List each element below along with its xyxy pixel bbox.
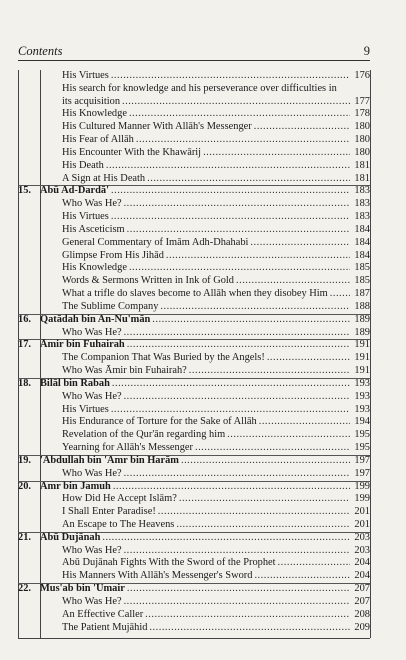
page-number: 207: [354, 583, 370, 595]
toc-entry-line: [62, 288, 370, 301]
chapter-number: 15.: [18, 185, 31, 197]
entry-title: The Patient Mujāhid: [62, 621, 148, 633]
dot-leader: [189, 365, 350, 378]
toc-entry-line: [62, 416, 370, 429]
entry-title: His Asceticism: [62, 223, 125, 235]
toc-entry-line: [62, 327, 370, 340]
toc-entry-line: [62, 250, 370, 263]
dot-leader: [166, 250, 350, 263]
chapter-number: 21.: [18, 531, 31, 543]
page-number: 178: [354, 108, 370, 120]
dot-leader: [176, 519, 350, 532]
dot-leader: [179, 493, 350, 506]
header-rule: [18, 60, 370, 61]
toc-entry-line: [62, 237, 370, 250]
toc-entry-row: [18, 622, 370, 635]
dot-leader: [149, 622, 350, 635]
dot-leader: [195, 442, 350, 455]
entry-title: His Fear of Allāh: [62, 134, 134, 146]
dot-leader: [129, 262, 350, 275]
toc-entry-line: [40, 583, 370, 596]
toc-entry-row: [18, 352, 370, 365]
toc-entry-line: [62, 404, 370, 417]
toc-entry-row: [18, 108, 370, 121]
toc-entry-row: [18, 160, 370, 173]
page-number: 203: [354, 544, 370, 556]
dot-leader: [112, 378, 350, 391]
page-number: 189: [354, 326, 370, 338]
toc-entry-line: [62, 198, 370, 211]
toc-entry-line: [62, 173, 370, 186]
toc-chapter-row: [18, 532, 370, 545]
dot-leader: [147, 173, 350, 186]
dot-leader: [111, 404, 350, 417]
chapter-title: Bilāl bin Rabah: [40, 377, 110, 389]
toc-entry-line: [62, 352, 370, 365]
toc-entry-line: [40, 455, 370, 468]
page-number: 184: [354, 236, 370, 248]
entry-title: His Endurance of Torture for the Sake of Allāh: [62, 416, 257, 428]
toc-entry-line: [62, 211, 370, 224]
toc-entry-line: [62, 365, 370, 378]
entry-title: His Knowledge: [62, 262, 127, 274]
page-number: 203: [354, 531, 370, 543]
entry-title: What a trifle do slaves become to Allāh when they disobey Him: [62, 288, 328, 300]
toc-entry-line: [62, 147, 370, 160]
toc-entry-line: [62, 121, 370, 134]
entry-title: Who Was He?: [62, 198, 122, 210]
dot-leader: [259, 416, 350, 429]
toc-entry-row: [18, 365, 370, 378]
page-number: 189: [354, 313, 370, 325]
toc-entry-line: [62, 160, 370, 173]
toc-entry-line: [62, 442, 370, 455]
dot-leader: [111, 185, 350, 198]
toc-entry-row: [18, 134, 370, 147]
toc-entry-line: [62, 506, 370, 519]
toc-entry-row: [18, 301, 370, 314]
page-number: 183: [354, 198, 370, 210]
page-number: 204: [354, 557, 370, 569]
toc-entry-row: [18, 198, 370, 211]
entry-title: His Death: [62, 159, 104, 171]
toc-chapter-row: [18, 583, 370, 596]
page-header: [18, 44, 370, 59]
toc-entry-line: [62, 468, 370, 481]
entry-title: Abū Dujānah Fights With the Sword of the Prophet: [62, 557, 276, 569]
dot-leader: [181, 455, 350, 468]
dot-leader: [160, 301, 350, 314]
toc-entry-row: [18, 121, 370, 134]
page-number: 181: [354, 159, 370, 171]
toc-entry-line: [62, 301, 370, 314]
dot-leader: [111, 211, 350, 224]
toc-entry-row: [18, 506, 370, 519]
header-title: Contents: [18, 44, 63, 58]
page-number: 199: [354, 480, 370, 492]
page-number: 195: [354, 429, 370, 441]
toc-entry-row: [18, 147, 370, 160]
chapter-title: Abū Dujānah: [40, 531, 101, 543]
chapter-title: Mus'ab bin 'Umair: [40, 583, 125, 595]
chapter-title: Abū Ad-Dardā': [40, 185, 109, 197]
dot-leader: [152, 314, 350, 327]
toc-entry-line: [62, 83, 370, 96]
toc-frame-bottom: [18, 638, 370, 639]
page-number: 208: [354, 608, 370, 620]
toc-entry-row: [18, 442, 370, 455]
page-number: 176: [354, 70, 370, 81]
toc-entry-row: [18, 211, 370, 224]
entry-title: Who Was He?: [62, 595, 122, 607]
chapter-title: Āmir bin Fuhairah: [40, 339, 125, 351]
page-number: 197: [354, 467, 370, 479]
toc-entry-line: [62, 224, 370, 237]
entry-title: Who Was He?: [62, 326, 122, 338]
toc-entry-line: [62, 519, 370, 532]
page-number: 204: [354, 570, 370, 582]
toc-chapter-row: [18, 378, 370, 391]
page-number: 191: [354, 365, 370, 377]
toc-entry-row: [18, 288, 370, 301]
entry-title: His search for knowledge and his perseverance over difficulties in: [62, 82, 337, 94]
dot-leader: [124, 545, 350, 558]
toc-entry-line: [62, 622, 370, 635]
dot-leader: [102, 532, 350, 545]
dot-leader: [124, 327, 350, 340]
page-number: 187: [354, 288, 370, 300]
toc-entry-row: [18, 596, 370, 609]
dot-leader: [124, 468, 350, 481]
page-number: 207: [354, 595, 370, 607]
page-number: 209: [354, 621, 370, 633]
toc-entry-row: [18, 391, 370, 404]
page-number: 191: [354, 339, 370, 351]
entry-title: The Sublime Company: [62, 300, 159, 312]
entry-title: its acquisition: [62, 95, 121, 107]
header-page-number: 9: [363, 44, 370, 58]
dot-leader: [158, 506, 350, 519]
page-number: 185: [354, 262, 370, 274]
toc-entry-row: [18, 609, 370, 622]
page-number: 185: [354, 275, 370, 287]
toc-entry-line: [40, 481, 370, 494]
page-number: 180: [354, 134, 370, 146]
toc-entry-row: [18, 96, 370, 109]
dot-leader: [124, 198, 350, 211]
dot-leader: [203, 147, 350, 160]
dot-leader: [254, 570, 350, 583]
entry-title: His Encounter With the Khawārij: [62, 146, 202, 158]
toc-frame-right: [370, 70, 371, 638]
dot-leader: [267, 352, 350, 365]
entry-title: Yearning for Allāh's Messenger: [62, 442, 193, 454]
toc-entry-row: [18, 429, 370, 442]
dot-leader: [127, 339, 350, 352]
entry-title: His Manners With Allāh's Messenger's Sword: [62, 570, 253, 582]
page-number: 180: [354, 146, 370, 158]
toc-entry-line: [62, 70, 370, 83]
toc-entry-line: [62, 609, 370, 622]
page-number: 193: [354, 377, 370, 389]
entry-title: An Escape to The Heavens: [62, 518, 175, 530]
entry-title: Revelation of the Qur'ān regarding him: [62, 429, 226, 441]
page-number: 183: [354, 185, 370, 197]
entry-title: His Virtues: [62, 403, 109, 415]
toc-entry-row: [18, 224, 370, 237]
toc-entry-line: [62, 557, 370, 570]
toc-entry-row: [18, 545, 370, 558]
dot-leader: [145, 609, 350, 622]
dot-leader: [122, 96, 350, 109]
toc-entry-row: [18, 250, 370, 263]
entry-title: Who Was Āmir bin Fuhairah?: [62, 365, 187, 377]
toc-entry-row: [18, 493, 370, 506]
dot-leader: [250, 237, 350, 250]
chapter-number: 17.: [18, 339, 31, 351]
dot-leader: [124, 596, 350, 609]
dot-leader: [127, 224, 350, 237]
toc-entry-row: [18, 557, 370, 570]
dot-leader: [129, 108, 350, 121]
toc-entry-line: [40, 378, 370, 391]
toc-entry-row: [18, 262, 370, 275]
chapter-title: Amr bin Jamuh: [40, 480, 111, 492]
toc-entry-line: [62, 429, 370, 442]
entry-title: Glimpse From His Jihād: [62, 249, 164, 261]
toc-entry-row: [18, 468, 370, 481]
entry-title: I Shall Enter Paradise!: [62, 506, 156, 518]
toc-entry-line: [62, 96, 370, 109]
toc-entry-row: [18, 70, 370, 83]
entry-title: Who Was He?: [62, 467, 122, 479]
page-number: 188: [354, 300, 370, 312]
toc-entry-line: [62, 108, 370, 121]
chapter-number: 22.: [18, 583, 31, 595]
toc-entry-line: [40, 339, 370, 352]
toc-entry-line: [62, 493, 370, 506]
chapter-number: 16.: [18, 313, 31, 325]
toc-entry-line: [62, 275, 370, 288]
toc-entry-line: [40, 532, 370, 545]
entry-title: A Sign at His Death: [62, 172, 146, 184]
toc-entry-row: [18, 519, 370, 532]
dot-leader: [227, 429, 350, 442]
entry-title: How Did He Accept Islām?: [62, 493, 177, 505]
dot-leader: [136, 134, 350, 147]
page-number: 201: [354, 518, 370, 530]
page-number: 193: [354, 390, 370, 402]
entry-title: An Effective Caller: [62, 608, 144, 620]
toc-entry-row: [18, 237, 370, 250]
table-of-contents: [18, 70, 370, 634]
page-number: 183: [354, 211, 370, 223]
entry-title: The Companion That Was Buried by the Angels!: [62, 352, 265, 364]
dot-leader: [278, 557, 350, 570]
page-number: 197: [354, 454, 370, 466]
toc-entry-line: [62, 391, 370, 404]
toc-entry-line: [40, 314, 370, 327]
toc-entry-line: [62, 262, 370, 275]
entry-title: Who Was He?: [62, 390, 122, 402]
toc-entry-row: [18, 327, 370, 340]
toc-entry-row: [18, 275, 370, 288]
chapter-number: 18.: [18, 377, 31, 389]
chapter-title: Qatādah bin An-Nu'mān: [40, 313, 151, 325]
toc-chapter-row: [18, 339, 370, 352]
dot-leader: [111, 70, 350, 83]
toc-entry-row: [18, 570, 370, 583]
entry-title: Words & Sermons Written in Ink of Gold: [62, 275, 235, 287]
dot-leader: [330, 288, 350, 301]
dot-leader: [254, 121, 350, 134]
chapter-number: 20.: [18, 480, 31, 492]
toc-entry-line: [62, 134, 370, 147]
toc-entry-row: [18, 83, 370, 96]
toc-entry-row: [18, 173, 370, 186]
entry-title: Who Was He?: [62, 544, 122, 556]
page-number: 184: [354, 249, 370, 261]
dot-leader: [106, 160, 350, 173]
page-number: 194: [354, 416, 370, 428]
entry-title: His Virtues: [62, 70, 109, 81]
chapter-number: 19.: [18, 454, 31, 466]
page-number: 191: [354, 352, 370, 364]
entry-title: General Commentary of Imām Adh-Dhahabi: [62, 236, 249, 248]
page-number: 193: [354, 403, 370, 415]
page-number: 181: [354, 172, 370, 184]
page-number: 199: [354, 493, 370, 505]
page-number: 180: [354, 121, 370, 133]
dot-leader: [236, 275, 350, 288]
toc-entry-row: [18, 416, 370, 429]
toc-chapter-row: [18, 481, 370, 494]
toc-chapter-row: [18, 185, 370, 198]
toc-entry-row: [18, 404, 370, 417]
page-number: 195: [354, 442, 370, 454]
dot-leader: [127, 583, 350, 596]
toc-chapter-row: [18, 314, 370, 327]
chapter-title: 'Abdullah bin 'Amr bin Harām: [40, 454, 179, 466]
dot-leader: [113, 481, 350, 494]
entry-title: His Knowledge: [62, 108, 127, 120]
toc-entry-line: [62, 545, 370, 558]
toc-entry-line: [62, 570, 370, 583]
dot-leader: [124, 391, 350, 404]
page-number: 201: [354, 506, 370, 518]
page-number: 184: [354, 223, 370, 235]
toc-entry-line: [62, 596, 370, 609]
entry-title: His Cultured Manner With Allāh's Messenger: [62, 121, 252, 133]
toc-chapter-row: [18, 455, 370, 468]
entry-title: His Virtues: [62, 211, 109, 223]
toc-entry-line: [40, 185, 370, 198]
page-number: 177: [354, 95, 370, 107]
